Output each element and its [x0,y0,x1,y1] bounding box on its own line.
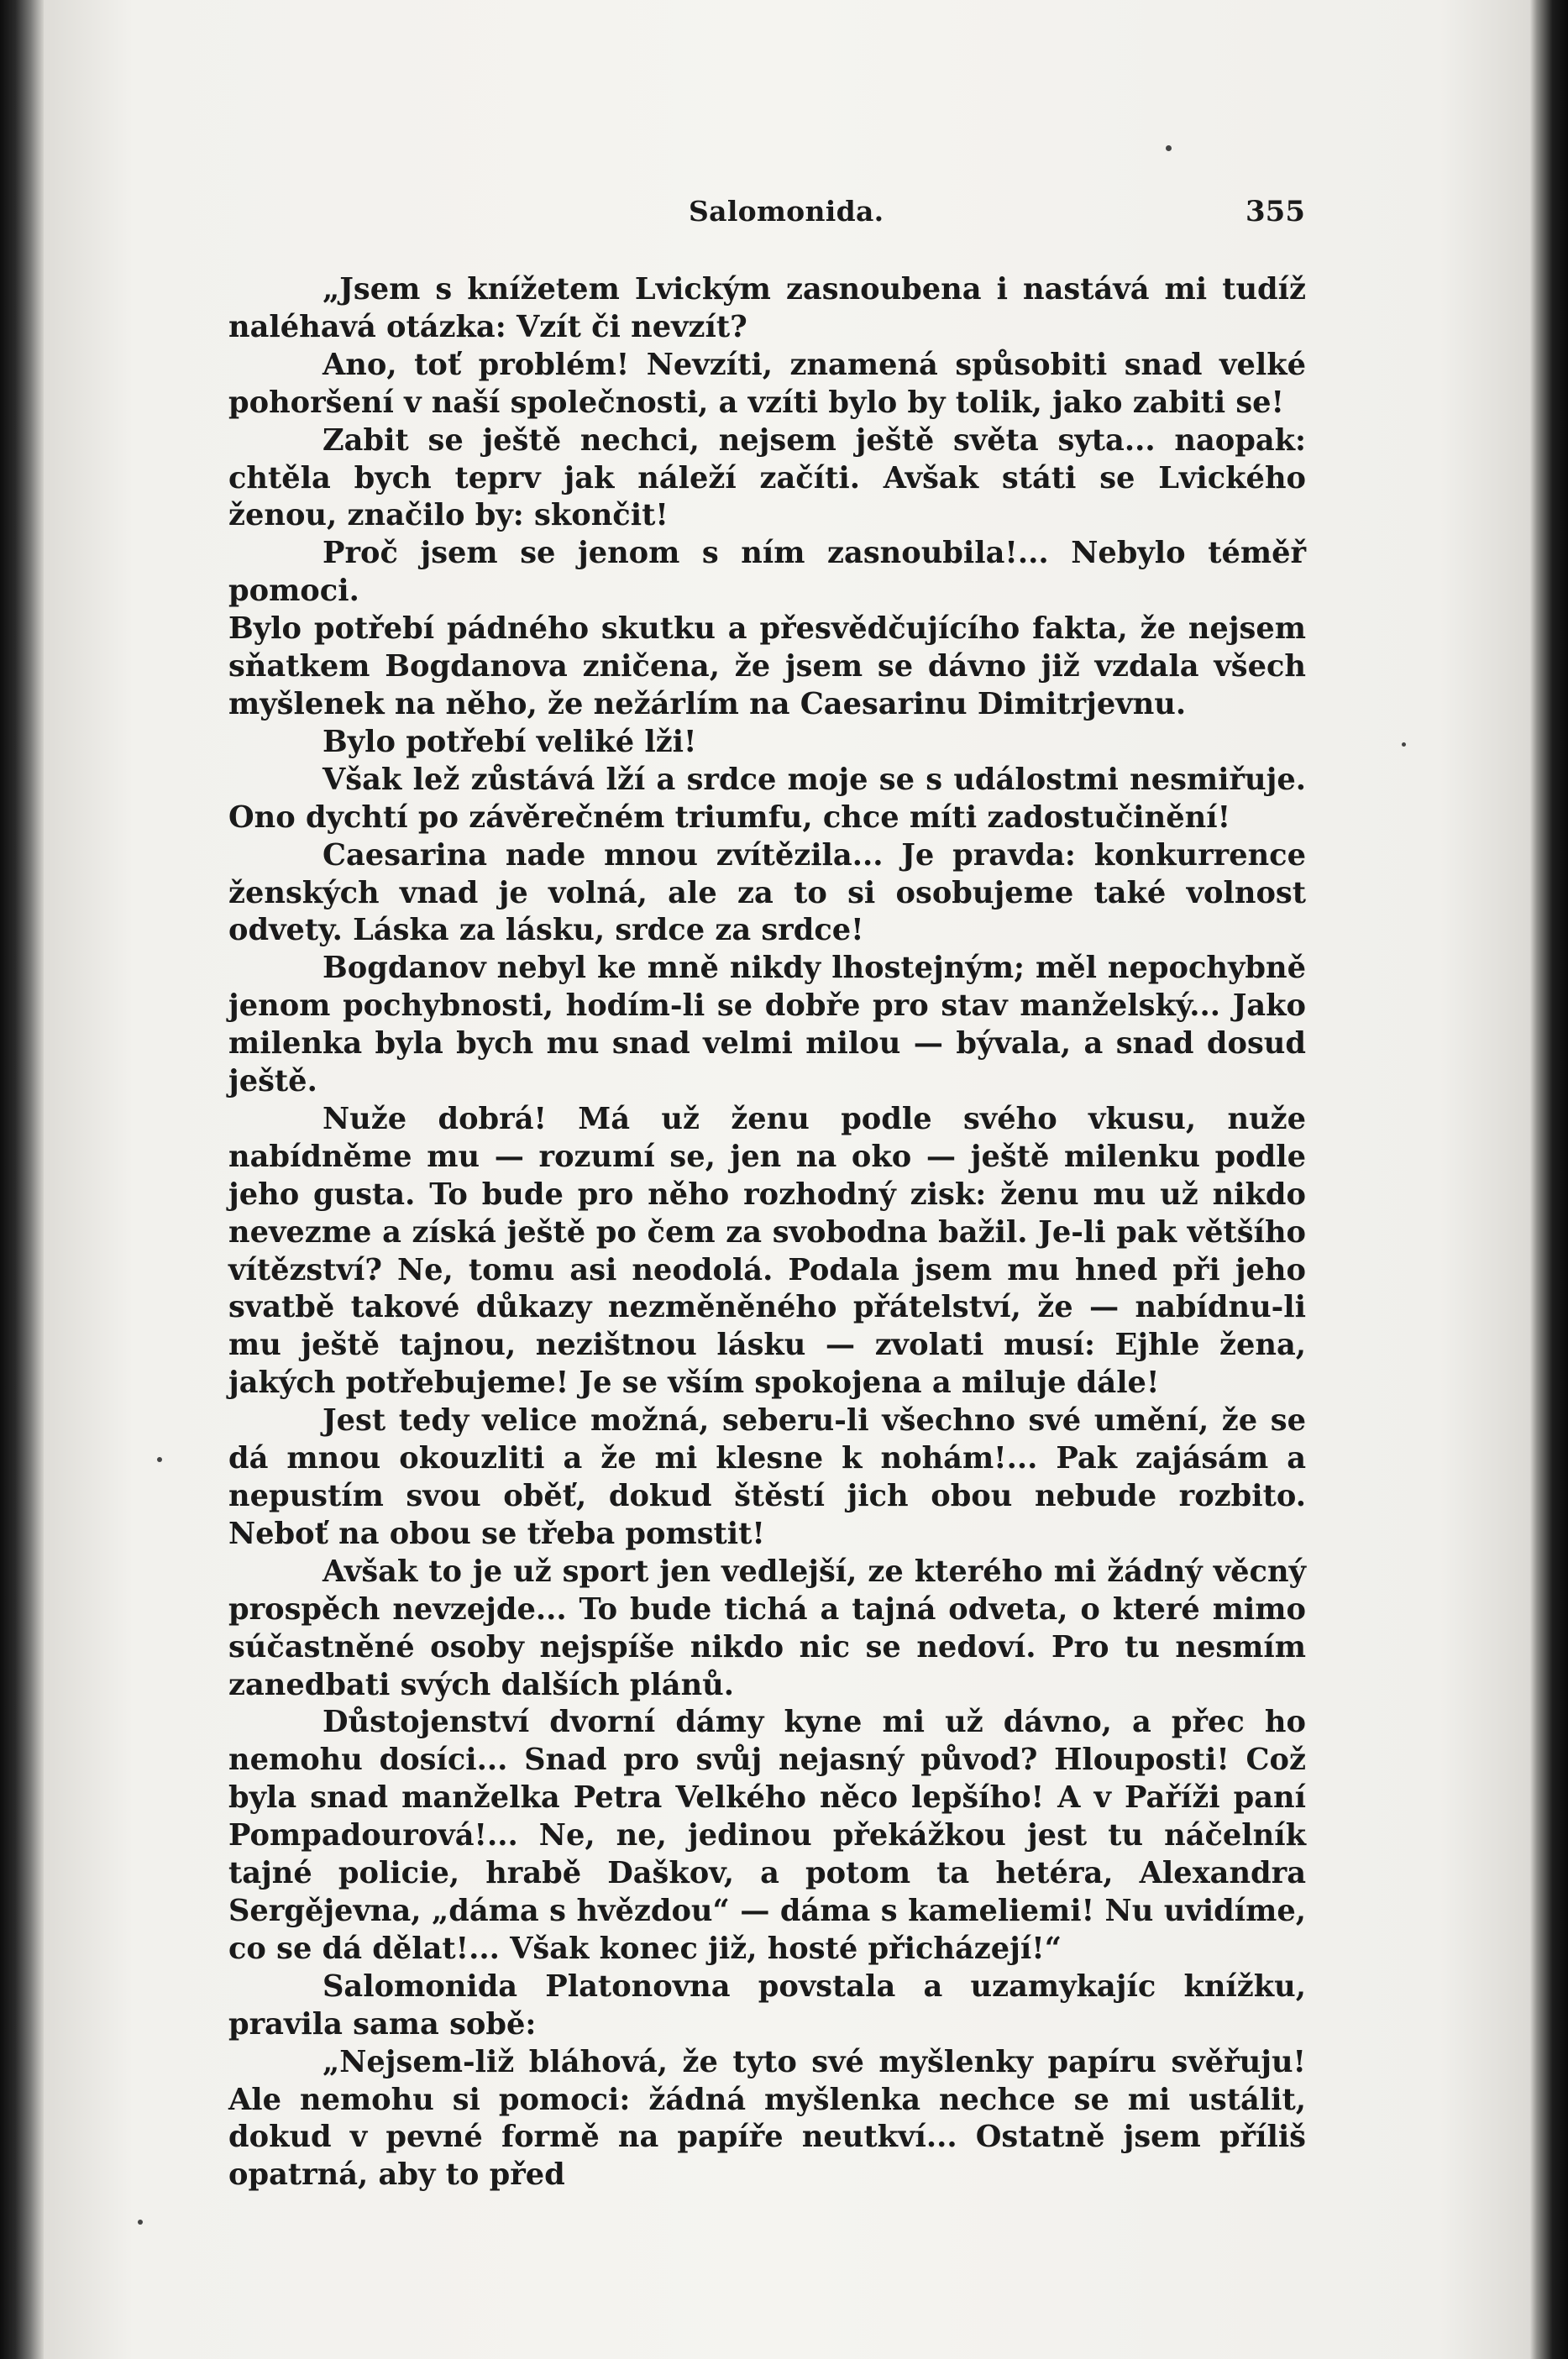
ink-speck [1402,742,1406,747]
paragraph: Důstojenství dvorní dámy kyne mi už dávno, a přec ho nemohu dosíci... Snad pro svůj nejasný původ? Hlouposti! Což byla snad manželka Petra Velkého něco lepšího! A v Paříži paní Pompadourová!... Ne, ne, jedinou překážkou jest tu náčelník tajné policie, hrabě Daškov, a potom ta hetéra, Alexandra Sergějevna, „dáma s hvězdou“ — dáma s kameliemi! Nu uvidíme, co se dá dělat!... Však konec již, hosté přicházejí!“ [228,1705,1306,1966]
paragraph: Bylo potřebí veliké lži! [323,724,697,759]
page-header [647,195,1305,233]
paragraph: Caesarina nade mnou zvítězila... Je pravda: konkurrence ženských vnad je volná, ale za to si osobujeme také volnost odvety. Láska za lásku, srdce za srdce! [228,837,1306,948]
paragraph: „Nejsem-liž bláhová, že tyto své myšlenky papíru svěřuju! Ale nemohu si pomoci: žádná myšlenka nechce se mi ustálit, dokud v pevné formě na papíře neutkví... Ostatně jsem příliš opatrná, aby to před [228,2044,1306,2193]
page-number: 355 [1245,195,1305,228]
paragraph: Ano, toť problém! Nevzíti, znamená spůsobiti snad velké pohoršení v naší společnosti, a vzíti bylo by tolik, jako zabiti se! [228,347,1306,420]
body-text [228,271,1306,2194]
running-title: Salomonida. [689,195,884,228]
ink-speck [157,1457,162,1462]
paragraph: Nuže dobrá! Má už ženu podle svého vkusu, nuže nabídněme mu — rozumí se, jen na oko — ještě milenku podle jeho gusta. To bude pro něho rozhodný zisk: ženu mu už nikdo nevezme a získá ještě po čem za svobodna bažil. Je-li pak většího vítězství? Ne, tomu asi neodolá. Podala jsem mu hned při jeho svatbě takové důkazy nezměněného přátelství, že — nabídnu-li mu ještě tajnou, nezištnou lásku — zvolati musí: Ejhle žena, jakých potřebujeme! Je se vším spokojena a miluje dále! [228,1101,1306,1401]
scan-binding-edge [0,0,44,2359]
scan-right-edge [1529,0,1568,2359]
paragraph: Však lež zůstává lží a srdce moje se s událostmi nesmiřuje. Ono dychtí po závěrečném triumfu, chce míti zadostučinění! [228,762,1306,835]
paragraph: Jest tedy velice možná, seberu-li všechno své umění, že se dá mnou okouzliti a že mi klesne k nohám!... Pak zajásám a nepustím svou oběť, dokud štěstí jich obou nebude rozbito. Neboť na obou se třeba pomstit! [228,1403,1306,1551]
ink-speck [1166,145,1172,151]
paragraph: Zabit se ještě nechci, nejsem ještě světa syta... naopak: chtěla bych teprv jak náleží začíti. Avšak státi se Lvického ženou, značilo by: skončit! [228,422,1306,533]
paragraph: Bogdanov nebyl ke mně nikdy lhostejným; měl nepochybně jenom pochybnosti, hodím-li se dobře pro stav manželský... Jako milenka byla bych mu snad velmi milou — bývala, a snad dosud ještě. [228,951,1306,1099]
paragraph: Salomonida Platonovna povstala a uzamykajíc knížku, pravila sama sobě: [228,1968,1306,2042]
paragraph: „Jsem s knížetem Lvickým zasnoubena i nastává mi tudíž naléhavá otázka: Vzít či nevzít? [228,272,1306,344]
paragraph: Proč jsem se jenom s ním zasnoubila!... Nebylo téměř pomoci. [228,536,1306,609]
paragraph: Avšak to je už sport jen vedlejší, ze kterého mi žádný věcný prospěch nevzejde... To bude tichá a tajná odveta, o které mimo súčastněné osoby nejspíše nikdo nic se nedoví. Pro tu nesmím zanedbati svých dalších plánů. [228,1554,1306,1702]
ink-speck [138,2220,143,2225]
paragraph: Bylo potřebí pádného skutku a přesvědčujícího fakta, že nejsem sňatkem Bogdanova zničena, že jsem se dávno již vzdala všech myšlenek na něho, že nežárlím na Caesarinu Dimitrjevnu. [228,611,1306,721]
